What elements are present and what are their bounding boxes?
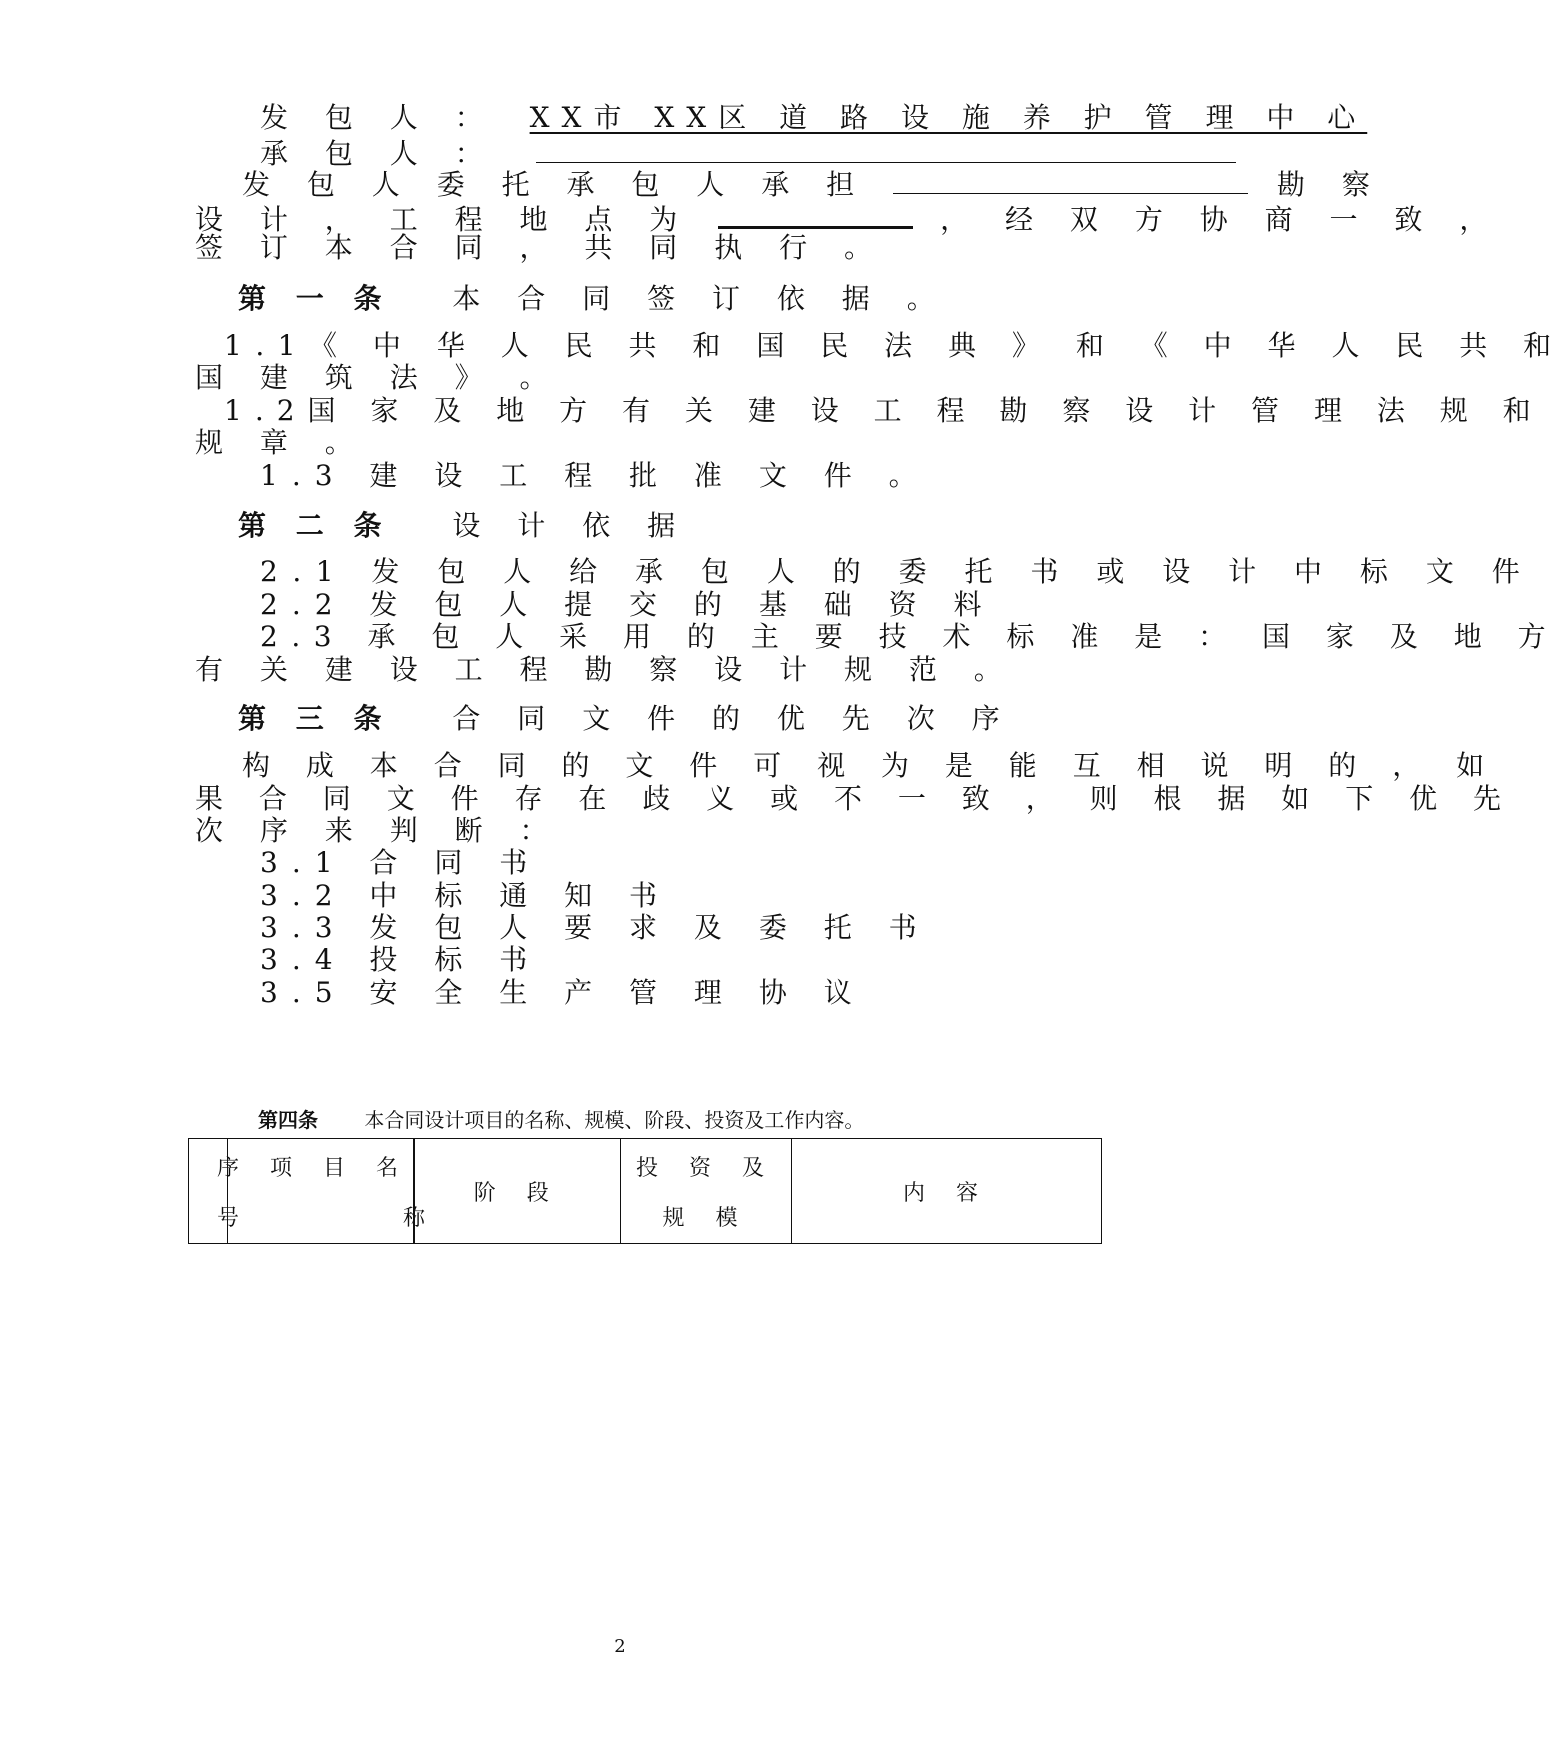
intro-text: 勘 察 (1276, 168, 1384, 201)
intro-line-1 (242, 167, 1384, 201)
article-3-para-1: 构 成 本 合 同 的 文 件 可 视 为 是 能 互 相 说 明 的 ， 如 (242, 749, 1498, 782)
employer-label: 发 包 人 ： (260, 101, 497, 134)
article-3-item: 3.2 中 标 通 知 书 (260, 879, 672, 912)
employer-value: XX市 XX区 道 路 设 施 养 护 管 理 中 心 (529, 101, 1368, 134)
article-3-item: 3.4 投 标 书 (260, 943, 542, 976)
article-3-para-3: 次 序 来 判 断 ： (195, 814, 562, 847)
article-1-heading-line (238, 283, 949, 315)
project-table (188, 1138, 1102, 1244)
contractor-label: 承 包 人 ： (260, 137, 497, 170)
article-3-title: 合 同 文 件 的 优 先 次 序 (452, 702, 1014, 735)
project-blank (893, 167, 1248, 194)
article-3-heading-line (238, 703, 1014, 735)
intro-line-3: 签 订 本 合 同 ， 共 同 执 行 。 (195, 231, 887, 264)
article-3-para-2: 果 合 同 文 件 存 在 歧 义 或 不 一 致 ， 则 根 据 如 下 优 先 (195, 782, 1515, 815)
article-4-heading: 第四条 (258, 1108, 318, 1132)
intro-text: 设 计 ， 工 程 地 点 为 (195, 203, 692, 236)
header-investment-top: 投 资 及 (636, 1155, 777, 1181)
article-1-heading: 第 一 条 (238, 282, 392, 315)
header-item-name-top: 序 项 目 名 (217, 1155, 410, 1181)
page-number: 2 (614, 1636, 626, 1657)
article-1-item-1a: 1.1《 中 华 人 民 共 和 国 民 法 典 》 和 《 中 华 人 民 共 和 (224, 329, 1565, 362)
article-1-item-1b: 国 建 筑 法 》 。 (195, 361, 562, 394)
header-cell-content: 内 容 (792, 1139, 1102, 1244)
article-2-heading-line (238, 510, 689, 542)
article-2-item-2: 2.2 发 包 人 提 交 的 基 础 资 料 (260, 588, 996, 621)
contractor-blank (536, 136, 1236, 163)
article-1-item-2a: 1.2国 家 及 地 方 有 关 建 设 工 程 勘 察 设 计 管 理 法 规 和 (224, 394, 1544, 427)
intro-text: ， 经 双 方 协 商 一 致 ， (940, 203, 1502, 236)
location-blank (718, 200, 913, 229)
header-item-name-bottom: 号 称 (217, 1205, 437, 1231)
header-cell-item-name (189, 1139, 437, 1244)
article-2-title: 设 计 依 据 (452, 509, 690, 542)
article-1-item-2b: 规 章 。 (195, 426, 367, 459)
article-2-heading: 第 二 条 (238, 509, 392, 542)
contractor-line (260, 136, 1236, 170)
article-4-title: 本合同设计项目的名称、规模、阶段、投资及工作内容。 (364, 1108, 865, 1132)
article-3-item: 3.1 合 同 书 (260, 846, 542, 879)
article-3-heading: 第 三 条 (238, 702, 392, 735)
article-1-title: 本 合 同 签 订 依 据 。 (452, 282, 949, 315)
employer-line (260, 102, 1407, 134)
header-cell-stage: 阶 段 (414, 1139, 621, 1244)
article-4-heading-line (258, 1104, 864, 1133)
intro-text: 发 包 人 委 托 承 包 人 承 担 (242, 168, 869, 201)
article-3-item: 3.5 安 全 生 产 管 理 协 议 (260, 976, 866, 1009)
header-investment-bottom: 规 模 (662, 1205, 750, 1231)
article-1-item-3: 1.3 建 设 工 程 批 准 文 件 。 (260, 459, 931, 492)
header-cell-investment (621, 1139, 792, 1244)
column-divider (227, 1139, 228, 1243)
article-2-item-3b: 有 关 建 设 工 程 勘 察 设 计 规 范 。 (195, 653, 1016, 686)
article-3-item: 3.3 发 包 人 要 求 及 委 托 书 (260, 911, 931, 944)
article-2-item-1: 2.1 发 包 人 给 承 包 人 的 委 托 书 或 设 计 中 标 文 件 (260, 555, 1535, 588)
article-2-item-3a: 2.3 承 包 人 采 用 的 主 要 技 术 标 准 是 ： 国 家 及 地 方 (260, 620, 1560, 653)
table-header-row (189, 1139, 1102, 1244)
